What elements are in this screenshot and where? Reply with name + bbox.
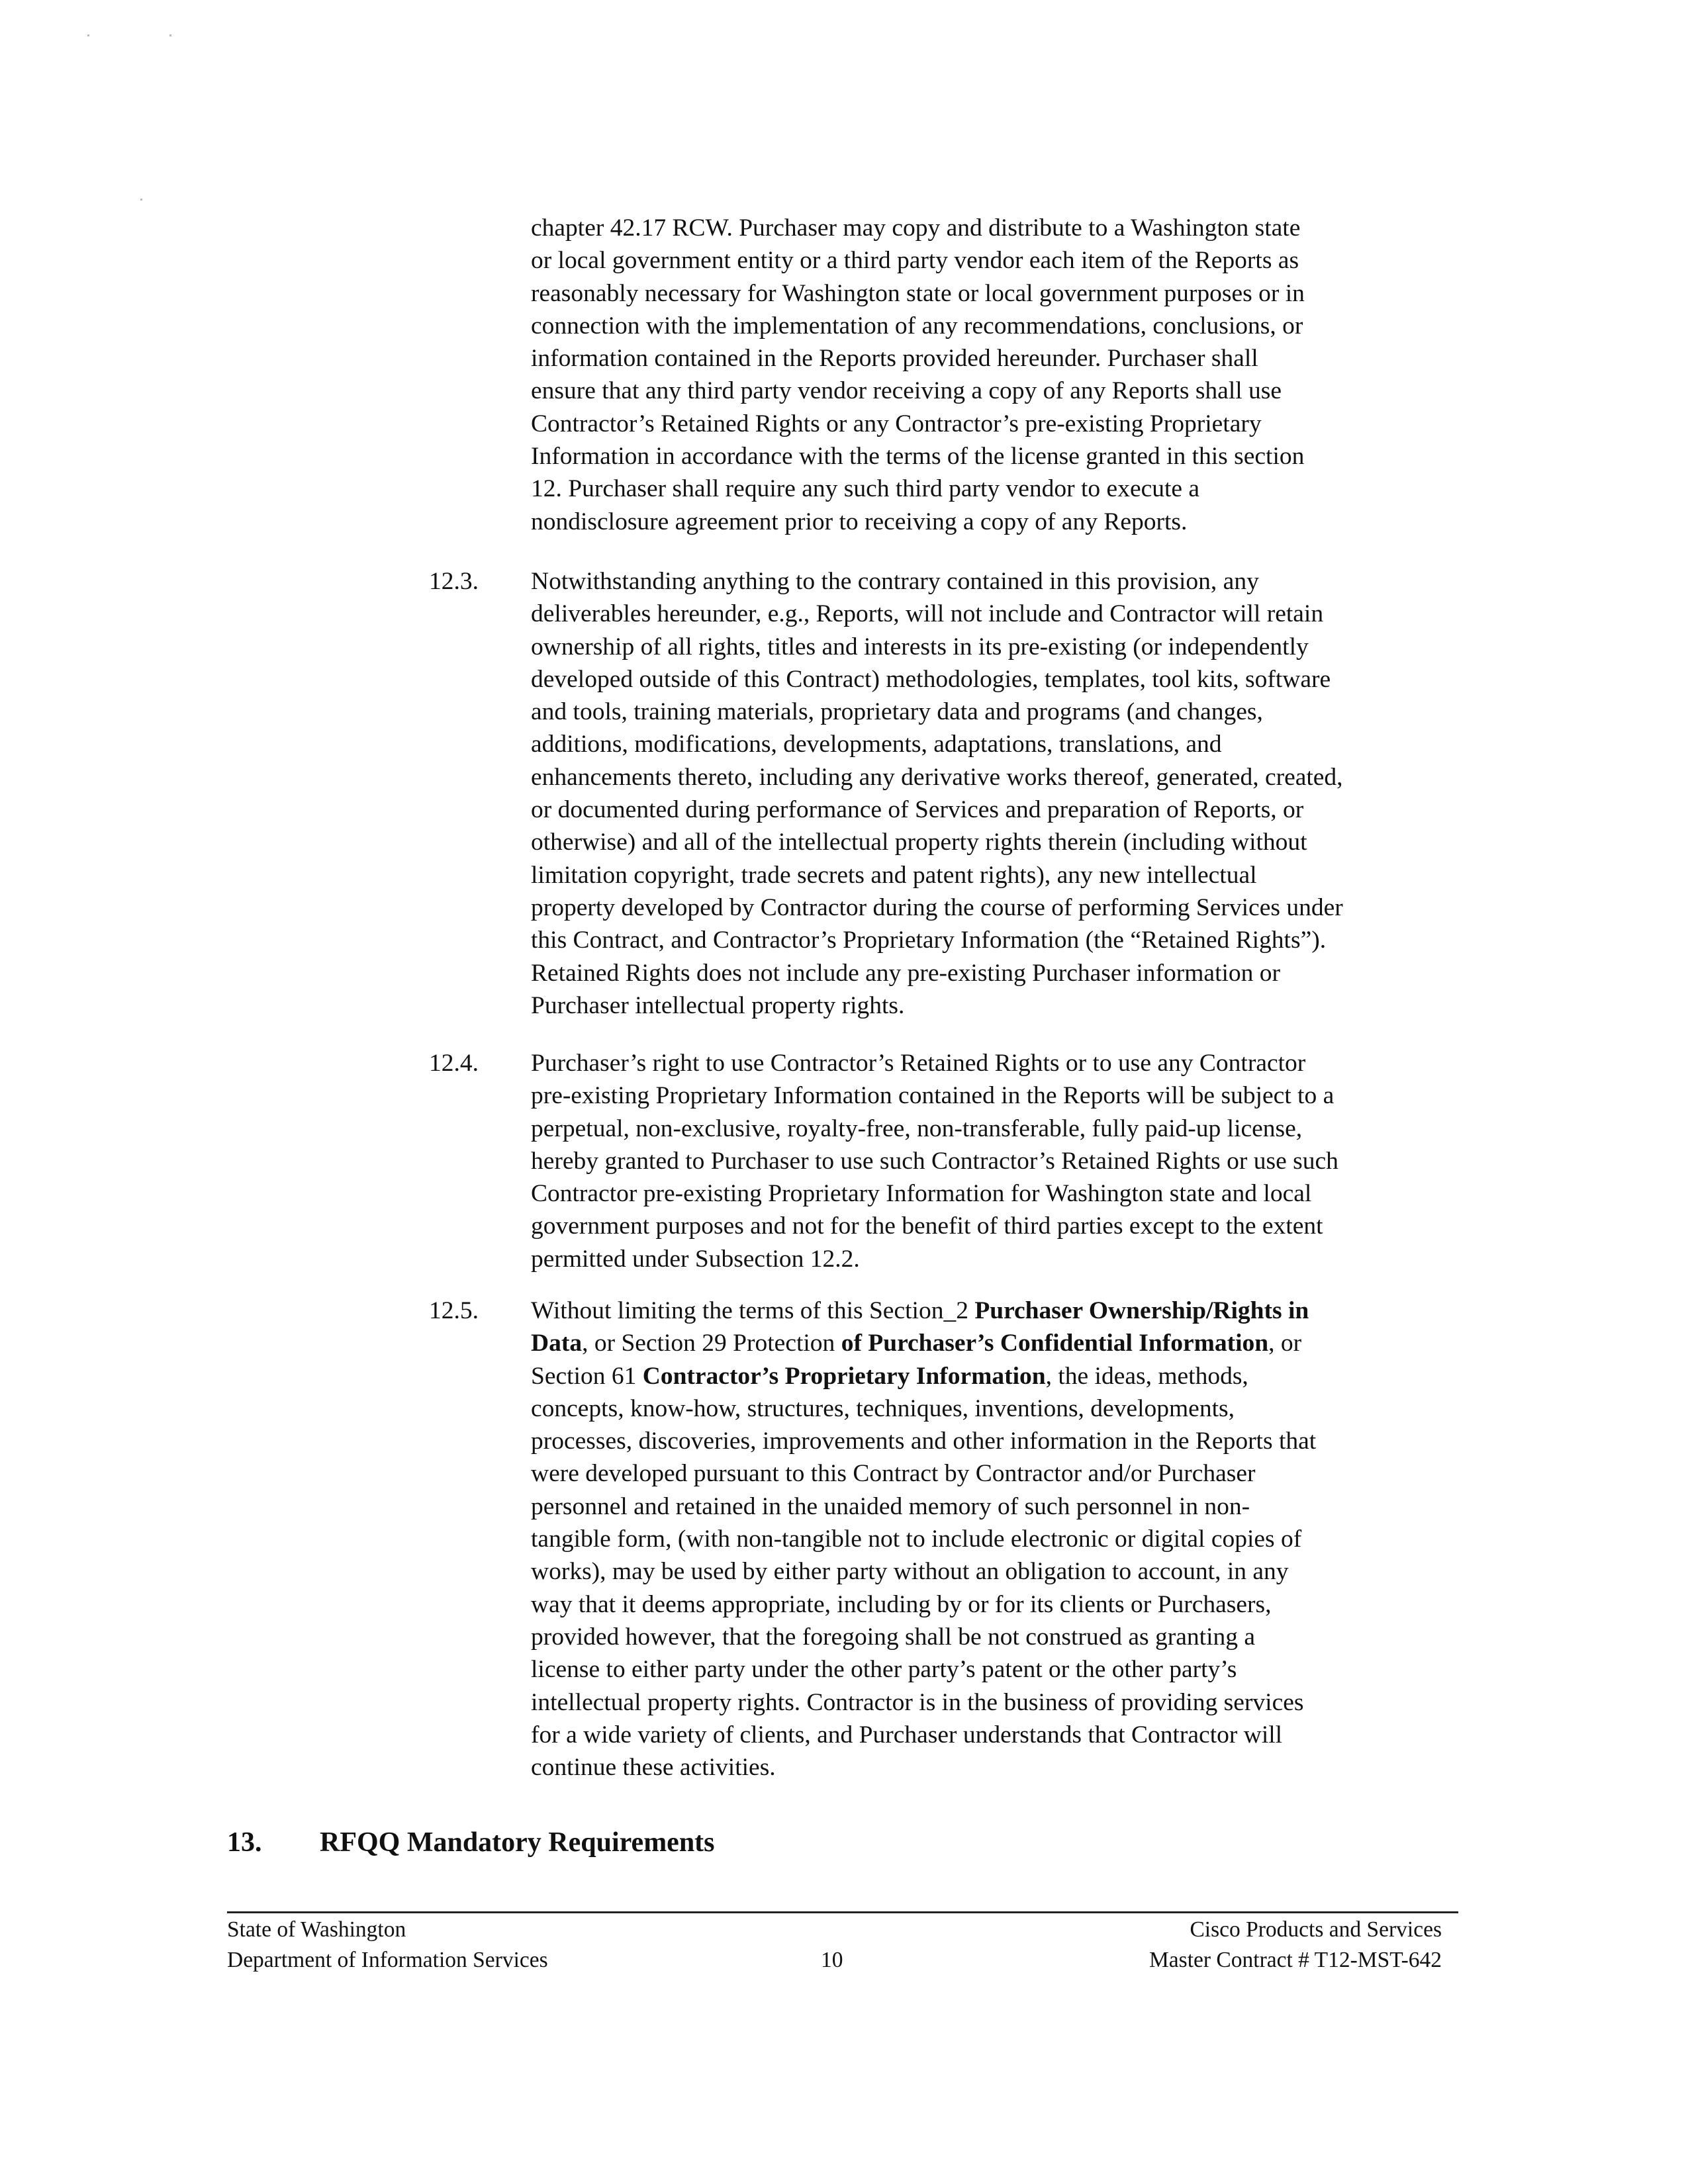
- text-run: or documented during performance of Services and preparation of Reports, or: [531, 796, 1304, 824]
- bold-text-run: Data: [531, 1330, 583, 1357]
- text-line: [531, 1751, 1491, 1784]
- text-run: government purposes and not for the benefit of third parties except to the extent: [531, 1212, 1323, 1240]
- text-run: nondisclosure agreement prior to receiving a copy of any Reports.: [531, 508, 1188, 535]
- text-run: permitted under Subsection 12.2.: [531, 1245, 860, 1273]
- text-line: [531, 1113, 1491, 1145]
- text-line: [531, 1621, 1491, 1653]
- text-line: [531, 1588, 1491, 1621]
- paragraph-12-3: [531, 565, 1491, 1022]
- text-run: chapter 42.17 RCW. Purchaser may copy and distribute to a Washington state: [531, 214, 1301, 242]
- text-line: [531, 1392, 1491, 1425]
- section-number-12-4: 12.4.: [429, 1050, 479, 1077]
- text-run: additions, modifications, developments, adaptations, translations, and: [531, 731, 1222, 758]
- paragraph-12-5: [531, 1295, 1491, 1784]
- text-run: information contained in the Reports provided hereunder. Purchaser shall: [531, 345, 1258, 373]
- text-run: , or: [1268, 1330, 1302, 1357]
- text-line: [531, 473, 1491, 505]
- text-run: Contractor’s Retained Rights or any Contractor’s pre-existing Proprietary: [531, 410, 1262, 437]
- text-line: [531, 1047, 1491, 1079]
- text-line: [531, 1177, 1491, 1210]
- footer-contract-number: Master Contract # T12-MST-642: [1149, 1948, 1442, 1972]
- text-line: [531, 1523, 1491, 1555]
- text-line: [531, 728, 1491, 760]
- footer-contract-title: Cisco Products and Services: [1190, 1917, 1442, 1942]
- text-line: [531, 408, 1491, 440]
- text-line: [531, 598, 1491, 630]
- text-line: [531, 506, 1491, 538]
- text-run: property developed by Contractor during the course of performing Services under: [531, 893, 1343, 921]
- text-line: [531, 1145, 1491, 1177]
- text-line: [531, 1490, 1491, 1523]
- text-run: provided however, that the foregoing shall be not construed as granting a: [531, 1623, 1256, 1651]
- text-line: [531, 1555, 1491, 1588]
- text-line: [531, 859, 1491, 891]
- text-line: [531, 631, 1491, 663]
- text-run: pre-existing Proprietary Information contained in the Reports will be subject to a: [531, 1082, 1335, 1110]
- text-run: Section 61: [531, 1362, 643, 1390]
- text-run: connection with the implementation of any recommendations, conclusions, or: [531, 312, 1303, 340]
- text-run: Retained Rights does not include any pre-existing Purchaser information or: [531, 959, 1281, 987]
- text-line: [531, 924, 1491, 956]
- text-line: [531, 761, 1491, 794]
- text-line: [531, 1243, 1491, 1275]
- text-run: Without limiting the terms of this Section_2: [531, 1297, 975, 1324]
- text-run: continue these activities.: [531, 1754, 776, 1782]
- scan-speck: [169, 34, 171, 36]
- text-run: 12. Purchaser shall require any such third party vendor to execute a: [531, 475, 1200, 503]
- text-run: Purchaser’s right to use Contractor’s Retained Rights or to use any Contractor: [531, 1050, 1306, 1077]
- text-line: [531, 1425, 1491, 1457]
- section-13-number: 13.: [227, 1827, 262, 1858]
- text-line: [531, 826, 1491, 858]
- text-run: ensure that any third party vendor receiving a copy of any Reports shall use: [531, 377, 1282, 405]
- text-run: otherwise) and all of the intellectual property rights therein (including without: [531, 829, 1307, 856]
- bold-text-run: of Purchaser’s Confidential Information: [841, 1330, 1269, 1357]
- scan-speck: [87, 34, 89, 36]
- text-run: Information in accordance with the terms of the license granted in this section: [531, 443, 1305, 471]
- text-line: [531, 277, 1491, 310]
- text-line: [531, 244, 1491, 277]
- text-line: [531, 663, 1491, 696]
- text-line: [531, 212, 1491, 244]
- text-run: deliverables hereunder, e.g., Reports, will not include and Contractor will retain: [531, 600, 1324, 628]
- text-line: [531, 1210, 1491, 1242]
- text-run: personnel and retained in the unaided memory of such personnel in non-: [531, 1492, 1250, 1520]
- text-run: Contractor pre-existing Proprietary Information for Washington state and local: [531, 1180, 1312, 1208]
- text-run: this Contract, and Contractor’s Proprietary Information (the “Retained Rights”).: [531, 927, 1327, 954]
- text-run: or local government entity or a third party vendor each item of the Reports as: [531, 247, 1299, 275]
- footer-divider: [227, 1911, 1458, 1913]
- text-run: Notwithstanding anything to the contrary contained in this provision, any: [531, 568, 1259, 595]
- text-run: were developed pursuant to this Contract by Contractor and/or Purchaser: [531, 1460, 1256, 1488]
- text-run: processes, discoveries, improvements and other information in the Reports that: [531, 1428, 1317, 1455]
- text-line: [531, 1327, 1491, 1359]
- section-number-12-3: 12.3.: [429, 568, 479, 595]
- footer-department: Department of Information Services: [227, 1948, 548, 1972]
- text-run: enhancements thereto, including any derivative works thereof, generated, created,: [531, 763, 1343, 791]
- text-run: developed outside of this Contract) methodologies, templates, tool kits, software: [531, 665, 1331, 693]
- page-number: 10: [821, 1948, 843, 1972]
- paragraph-12-2-continued: [531, 212, 1491, 538]
- text-line: [531, 1079, 1491, 1112]
- text-line: [531, 342, 1491, 375]
- text-line: [531, 1295, 1491, 1327]
- text-line: [531, 375, 1491, 407]
- text-run: limitation copyright, trade secrets and patent rights), any new intellectual: [531, 861, 1257, 889]
- footer-agency: State of Washington: [227, 1917, 406, 1942]
- text-run: hereby granted to Purchaser to use such Contractor’s Retained Rights or use such: [531, 1147, 1338, 1175]
- text-line: [531, 565, 1491, 598]
- text-line: [531, 696, 1491, 728]
- paragraph-12-4: [531, 1047, 1491, 1275]
- text-run: concepts, know-how, structures, techniques, inventions, developments,: [531, 1394, 1235, 1422]
- text-run: and tools, training materials, proprietary data and programs (and changes,: [531, 698, 1263, 726]
- text-line: [531, 310, 1491, 342]
- section-13-title: RFQQ Mandatory Requirements: [320, 1827, 715, 1858]
- text-line: [531, 1719, 1491, 1751]
- text-line: [531, 1653, 1491, 1686]
- text-run: license to either party under the other party’s patent or the other party’s: [531, 1656, 1237, 1684]
- text-line: [531, 794, 1491, 826]
- text-run: tangible form, (with non-tangible not to include electronic or digital copies of: [531, 1525, 1302, 1553]
- text-run: perpetual, non-exclusive, royalty-free, non-transferable, fully paid-up license,: [531, 1115, 1303, 1142]
- text-line: [531, 440, 1491, 473]
- bold-text-run: Contractor’s Proprietary Information: [642, 1362, 1046, 1390]
- text-run: for a wide variety of clients, and Purchaser understands that Contractor will: [531, 1721, 1283, 1749]
- scan-speck: [140, 199, 142, 201]
- text-run: , the ideas, methods,: [1045, 1362, 1248, 1390]
- text-line: [531, 1457, 1491, 1490]
- bold-text-run: Purchaser Ownership/Rights in: [974, 1297, 1309, 1324]
- text-run: intellectual property rights. Contractor is in the business of providing services: [531, 1688, 1304, 1716]
- text-run: ownership of all rights, titles and interests in its pre-existing (or independently: [531, 633, 1309, 660]
- text-run: works), may be used by either party without an obligation to account, in any: [531, 1558, 1289, 1586]
- section-number-12-5: 12.5.: [429, 1297, 479, 1324]
- text-run: Purchaser intellectual property rights.: [531, 991, 905, 1019]
- text-line: [531, 957, 1491, 989]
- text-run: way that it deems appropriate, including by or for its clients or Purchasers,: [531, 1590, 1272, 1618]
- text-run: , or Section 29 Protection: [582, 1330, 841, 1357]
- text-line: [531, 989, 1491, 1022]
- text-run: reasonably necessary for Washington state or local government purposes or in: [531, 279, 1305, 307]
- text-line: [531, 891, 1491, 924]
- text-line: [531, 1360, 1491, 1392]
- text-line: [531, 1686, 1491, 1719]
